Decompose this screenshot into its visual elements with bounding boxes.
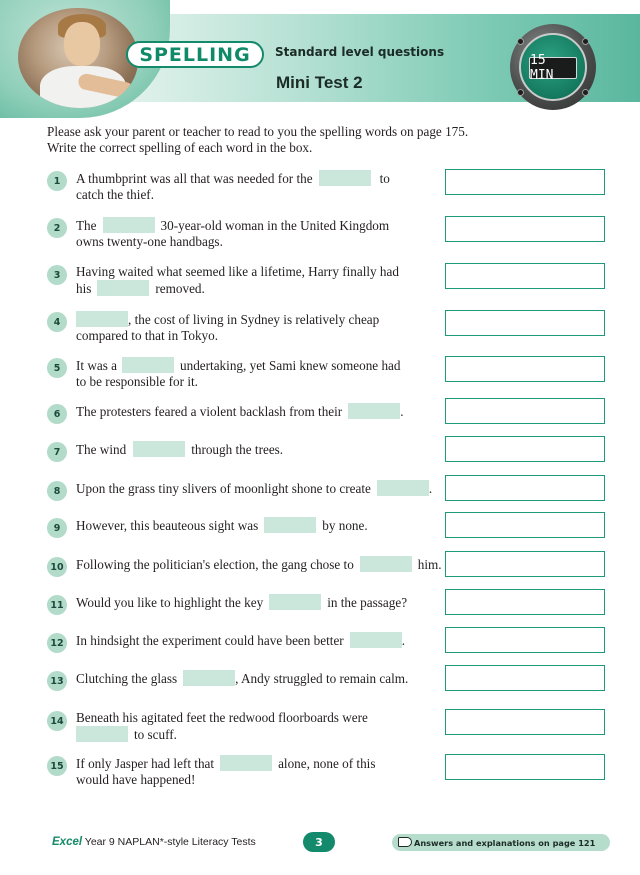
section-pill [126, 41, 264, 68]
word-gap [220, 755, 272, 771]
question-text: compared to that in Tokyo. [76, 328, 219, 343]
timer-display [529, 53, 577, 83]
question-text: Would you like to highlight the key [76, 595, 264, 610]
question-text: The protesters feared a violent backlash from their [76, 404, 343, 419]
footer-brand: Excel [52, 836, 83, 848]
question-text: The [76, 218, 97, 233]
question-text: owns twenty-one handbags. [76, 234, 223, 249]
word-gap [103, 217, 155, 233]
word-gap [133, 441, 185, 457]
answers-label: Answers and explanations on page 121 [414, 837, 596, 848]
question-text: In hindsight the experiment could have been better [76, 633, 344, 648]
answer-box-2[interactable] [445, 216, 605, 242]
question-number: 14 [47, 711, 67, 731]
answer-box-3[interactable] [445, 263, 605, 289]
word-gap [360, 556, 412, 572]
page-title: Mini Test 2 [276, 73, 363, 92]
question-number: 13 [47, 671, 67, 691]
question-number: 4 [47, 312, 67, 332]
answer-box-6[interactable] [445, 398, 605, 424]
question-text: alone, none of this [278, 756, 376, 771]
question-number: 15 [47, 756, 67, 776]
question-text: removed. [155, 281, 205, 296]
word-gap [183, 670, 235, 686]
question-text: would have happened! [76, 772, 196, 787]
answer-box-7[interactable] [445, 436, 605, 462]
question-number: 5 [47, 358, 67, 378]
question-number: 6 [47, 404, 67, 424]
word-gap [350, 632, 402, 648]
answer-box-10[interactable] [445, 551, 605, 577]
page-number: 3 [303, 832, 335, 852]
answer-box-5[interactable] [445, 356, 605, 382]
question-text: If only Jasper had left that [76, 756, 215, 771]
word-gap [269, 594, 321, 610]
question-number: 11 [47, 595, 67, 615]
question-number: 7 [47, 442, 67, 462]
question-text: The wind [76, 442, 127, 457]
instructions-line-2: Write the correct spelling of each word in the box. [47, 140, 313, 155]
student-photo [18, 8, 138, 108]
word-gap [76, 311, 128, 327]
question-text: undertaking, yet Sami knew someone had [180, 358, 401, 373]
question-number: 8 [47, 481, 67, 501]
word-gap [76, 726, 128, 742]
question-number: 12 [47, 633, 67, 653]
answer-box-11[interactable] [445, 589, 605, 615]
word-gap [348, 403, 400, 419]
answer-box-9[interactable] [445, 512, 605, 538]
footer-book-title [52, 836, 256, 848]
question-text: Following the politician's election, the gang chose to [76, 557, 354, 572]
timer-label: 15 MIN [530, 53, 554, 83]
instructions-line-1: Please ask your parent or teacher to read to you the spelling words on page 175. [47, 124, 469, 139]
question-text: However, this beauteous sight was [76, 518, 259, 533]
question-number: 9 [47, 518, 67, 538]
answer-box-15[interactable] [445, 754, 605, 780]
timer-icon [510, 24, 596, 110]
question-text: A thumbprint was all that was needed for the [76, 171, 313, 186]
question-text: Clutching the glass [76, 671, 178, 686]
header-subtitle: Standard level questions [275, 45, 445, 59]
question-text: . [401, 633, 405, 648]
answer-box-1[interactable] [445, 169, 605, 195]
question-text: his [76, 281, 92, 296]
question-text: to [379, 171, 390, 186]
pointing-hand-icon [398, 837, 412, 847]
word-gap [264, 517, 316, 533]
question-text: Upon the grass tiny slivers of moonlight shone to create [76, 481, 371, 496]
answer-box-8[interactable] [445, 475, 605, 501]
question-number: 10 [47, 557, 67, 577]
question-text: Having waited what seemed like a lifetime, Harry finally had [76, 264, 399, 279]
question-text: . [428, 481, 433, 496]
answers-link[interactable] [392, 834, 610, 851]
question-text: . [400, 404, 404, 419]
answer-box-13[interactable] [445, 665, 605, 691]
question-text: him. [417, 557, 442, 572]
question-text: , Andy struggled to remain calm. [235, 671, 409, 686]
question-text: catch the thief. [76, 187, 154, 202]
question-text: 30-year-old woman in the United Kingdom [160, 218, 390, 233]
question-text: in the passage? [327, 595, 408, 610]
word-gap [377, 480, 429, 496]
answer-box-14[interactable] [445, 709, 605, 735]
word-gap [97, 280, 149, 296]
question-text: , the cost of living in Sydney is relatively cheap [128, 312, 380, 327]
answer-box-12[interactable] [445, 627, 605, 653]
question-text: Beneath his agitated feet the redwood floorboards were [76, 710, 368, 725]
question-number: 1 [47, 171, 67, 191]
question-text: to scuff. [134, 727, 177, 742]
instructions [47, 124, 567, 156]
word-gap [319, 170, 371, 186]
question-number: 3 [47, 265, 67, 285]
question-text: through the trees. [191, 442, 284, 457]
footer-book: Year 9 NAPLAN*-style Literacy Tests [84, 836, 256, 848]
word-gap [122, 357, 174, 373]
question-text: It was a [76, 358, 118, 373]
question-text: by none. [322, 518, 368, 533]
question-number: 2 [47, 218, 67, 238]
section-label: SPELLING [139, 43, 251, 66]
answer-box-4[interactable] [445, 310, 605, 336]
question-text: to be responsible for it. [76, 374, 198, 389]
